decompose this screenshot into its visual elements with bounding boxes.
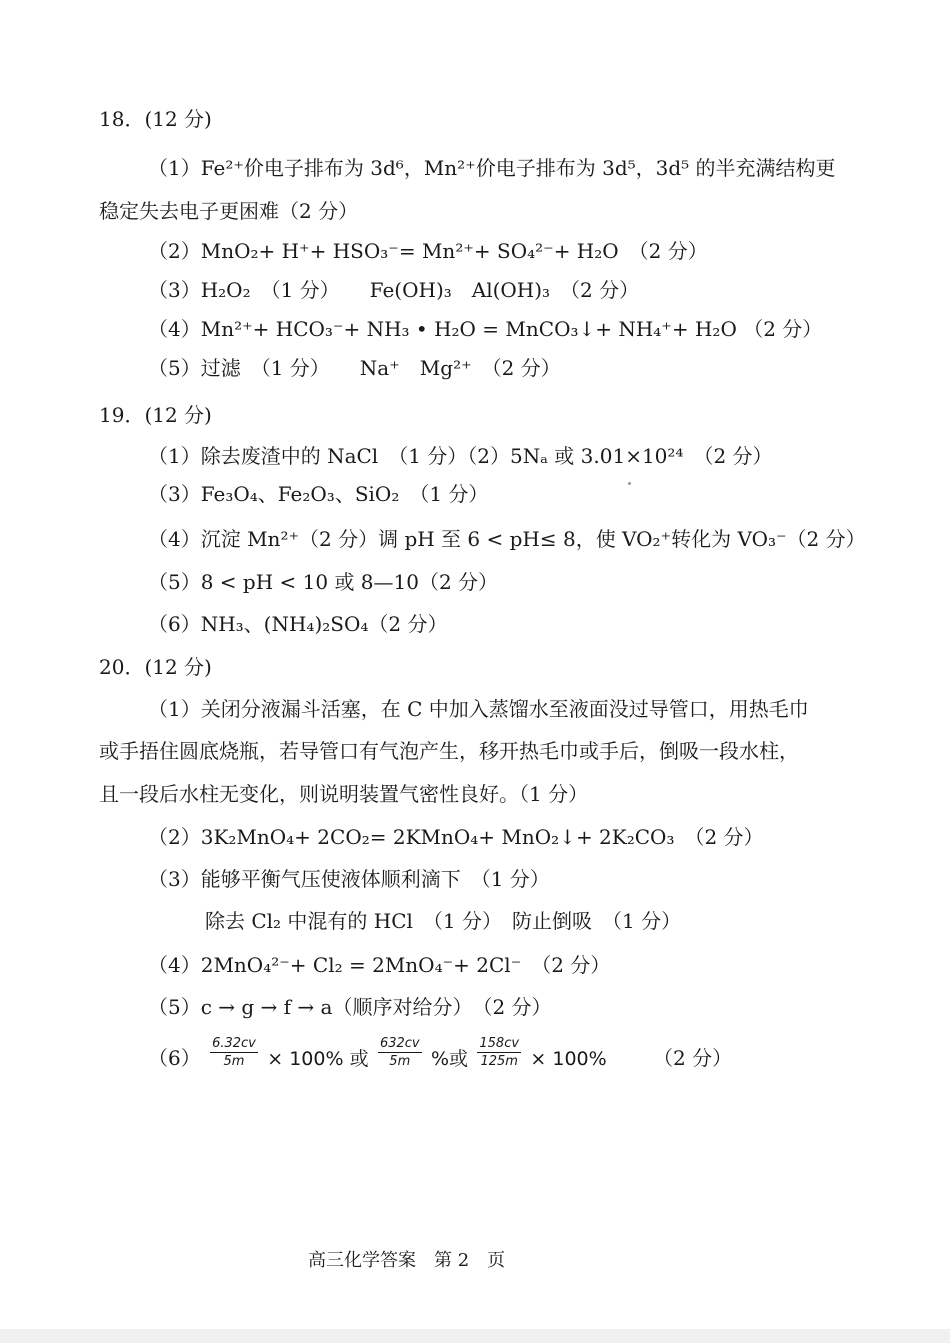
q20-answer-2: （2）3K₂MnO₄+ 2CO₂= 2KMnO₄+ MnO₂↓+ 2K₂CO₃ （2 分） (148, 825, 764, 849)
fraction-2-tail: %或 (430, 1048, 469, 1070)
fraction-2-denominator: 5m (389, 1054, 411, 1069)
q19-answer-4: （4）沉淀 Mn²⁺（2 分）调 pH 至 6 < pH≤ 8，使 VO₂⁺转化为 VO₃⁻（2 分） (148, 527, 866, 551)
q20-answer-6-score: （2 分） (653, 1046, 733, 1070)
q19-answer-3: （3）Fe₃O₄、Fe₂O₃、SiO₂ （1 分） (148, 482, 489, 506)
fraction-1 (210, 1036, 258, 1069)
q19-answer-6: （6）NH₃、(NH₄)₂SO₄（2 分） (148, 612, 448, 636)
q20-answer-3: （3）能够平衡气压使液体顺利滴下 （1 分） (148, 867, 550, 891)
q20-answer-1-line-3: 且一段后水柱无变化，则说明装置气密性良好。（1 分） (99, 782, 589, 806)
fraction-1-denominator: 5m (223, 1054, 245, 1069)
fraction-3-denominator: 125m (480, 1054, 518, 1069)
q20-answer-4: （4）2MnO₄²⁻+ Cl₂ = 2MnO₄⁻+ 2Cl⁻ （2 分） (148, 953, 611, 977)
page-footer: 高三化学答案 第 2 页 (308, 1250, 506, 1271)
q20-answer-6-prefix: （6） (148, 1046, 201, 1070)
q18-answer-4: （4）Mn²⁺+ HCO₃⁻+ NH₃ • H₂O = MnCO₃↓+ NH₄⁺+ H₂O （2 分） (148, 317, 823, 341)
q20-answer-5: （5）c → g → f → a（顺序对给分） （2 分） (148, 995, 552, 1019)
fraction-3-numerator: 158cv (479, 1036, 520, 1051)
q18-answer-5: （5）过滤 （1 分） Na⁺ Mg²⁺ （2 分） (148, 356, 561, 380)
q20-header: 20．(12 分) (99, 655, 212, 679)
scan-speck (628, 482, 631, 485)
q20-answer-1-line-1: （1）关闭分液漏斗活塞，在 C 中加入蒸馏水至液面没过导管口，用热毛巾 (148, 697, 809, 721)
q19-answer-1-2: （1）除去废渣中的 NaCl （1 分）（2）5Nₐ 或 3.01×10²⁴ （2 分） (148, 444, 773, 468)
q18-answer-1-line-1: （1）Fe²⁺价电子排布为 3d⁶，Mn²⁺价电子排布为 3d⁵，3d⁵ 的半充满结构更 (148, 156, 836, 180)
q20-answer-1-line-2: 或手捂住圆底烧瓶，若导管口有气泡产生，移开热毛巾或手后，倒吸一段水柱， (99, 739, 799, 763)
q18-answer-2: （2）MnO₂+ H⁺+ HSO₃⁻= Mn²⁺+ SO₄²⁻+ H₂O （2 分） (148, 239, 708, 263)
page-bottom-edge (0, 1329, 950, 1343)
q20-answer-6 (148, 1036, 732, 1080)
fraction-2 (378, 1036, 422, 1069)
q18-answer-1-line-2: 稳定失去电子更困难（2 分） (99, 199, 359, 223)
q19-answer-5: （5）8 < pH < 10 或 8—10（2 分） (148, 570, 499, 594)
q19-header: 19．(12 分) (99, 403, 212, 427)
fraction-3-tail: × 100% (530, 1048, 607, 1070)
fraction-1-numerator: 6.32cv (212, 1036, 256, 1051)
q18-header: 18．(12 分) (99, 107, 212, 131)
fraction-3 (477, 1036, 521, 1069)
q20-answer-3b: 除去 Cl₂ 中混有的 HCl （1 分） 防止倒吸 （1 分） (205, 909, 682, 933)
fraction-2-numerator: 632cv (379, 1036, 420, 1051)
fraction-1-tail: × 100% 或 (267, 1048, 369, 1070)
q18-answer-3: （3）H₂O₂ （1 分） Fe(OH)₃ Al(OH)₃ （2 分） (148, 278, 640, 302)
